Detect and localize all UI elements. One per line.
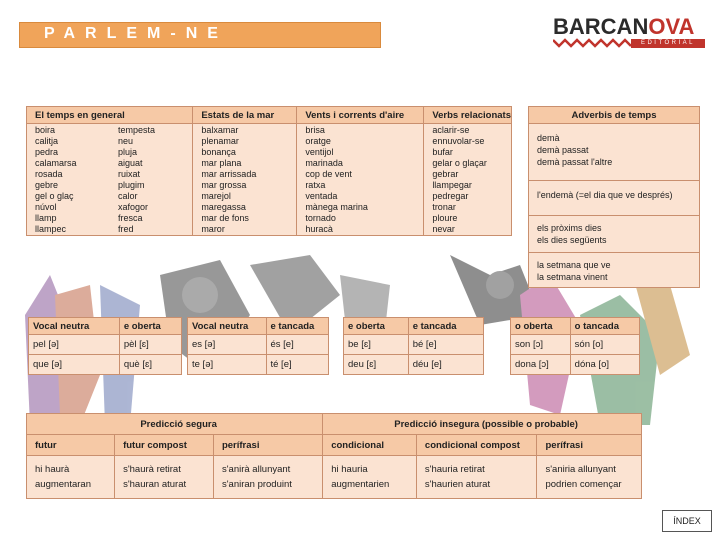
prediction-cell (323, 456, 417, 499)
vocab-word: llampegar (432, 180, 472, 190)
prediction-column-header: futur compost (115, 435, 214, 456)
table-header-row (27, 414, 642, 435)
vowel-column-header: o tancada (570, 318, 639, 335)
vocab-word: aiguat (118, 158, 143, 168)
table-row (27, 124, 512, 236)
banner-title: PARLEM-NE (44, 25, 228, 42)
vocab-word: bonança (201, 147, 236, 157)
word-list-sea-states (201, 125, 296, 235)
vocab-word: calor (118, 191, 138, 201)
vowel-table-open-closed-o (510, 317, 640, 375)
vowel-example: té [e] (266, 355, 329, 375)
adverb-item: demà (537, 133, 560, 143)
vocab-word: mar plana (201, 158, 242, 168)
vocab-word: ennuvolar-se (432, 136, 485, 146)
vowel-example: dona [ɔ] (511, 355, 571, 375)
vowel-column-header: e oberta (119, 318, 181, 335)
prediction-cell (115, 456, 214, 499)
vocab-word: pluja (118, 147, 138, 157)
vocab-word: marinada (305, 158, 343, 168)
prediction-example: s'hauran aturat (123, 479, 187, 490)
vocab-word: ventijol (305, 147, 334, 157)
vocab-word: plugim (118, 180, 145, 190)
vocab-word: cop de vent (305, 169, 352, 179)
adverb-item: la setmana vinent (537, 272, 608, 282)
vocab-word: mar de fons (201, 213, 249, 223)
vocab-word: pedregar (432, 191, 469, 201)
column-header: Estats de la mar (193, 107, 297, 124)
word-list-winds (305, 125, 423, 235)
vocab-word: ploure (432, 213, 458, 223)
prediction-column-header: perífrasi (537, 435, 642, 456)
word-list-general-a (35, 125, 110, 235)
table-row (529, 216, 700, 253)
vocab-word: mar arrissada (201, 169, 257, 179)
vocab-word: aclarir-se (432, 125, 470, 135)
vocab-word: neu (118, 136, 134, 146)
adverb-item: l'endemà (=el dia que ve després) (537, 190, 673, 200)
logo-wordmark (553, 14, 694, 40)
vowel-example: te [ə] (188, 355, 267, 375)
vocab-word: pedra (35, 147, 59, 157)
vowel-example: són [o] (570, 335, 639, 355)
vowel-example: dóna [o] (570, 355, 639, 375)
prediction-example: s'anirà allunyant (221, 464, 291, 475)
group-header: Predicció segura (27, 414, 323, 435)
vocab-word: bufar (432, 147, 453, 157)
title-banner (19, 22, 381, 48)
prediction-example: augmentaran (35, 479, 91, 490)
table-row (529, 124, 700, 181)
vocab-word: balxamar (201, 125, 239, 135)
logo-zigzag-icon (553, 38, 631, 48)
vocab-word: ventada (305, 191, 338, 201)
table-row (344, 335, 484, 355)
table-row (511, 335, 640, 355)
column-header: El temps en general (27, 107, 193, 124)
vowel-table-neutral-open-e (28, 317, 182, 375)
vowel-example: son [ɔ] (511, 335, 571, 355)
vowel-example: que [ə] (29, 355, 120, 375)
table-row (27, 456, 642, 499)
vowel-column-header: Vocal neutra (29, 318, 120, 335)
vocab-word: núvol (35, 202, 57, 212)
vocab-word: nevar (432, 224, 455, 234)
vocab-word: plenamar (201, 136, 239, 146)
prediction-column-header: condicional compost (416, 435, 537, 456)
vocab-word: tronar (432, 202, 456, 212)
vocab-word: mar grossa (201, 180, 247, 190)
weather-vocabulary-table (26, 106, 512, 236)
vocab-word: gel o glaç (35, 191, 74, 201)
prediction-column-header: perífrasi (213, 435, 322, 456)
prediction-example: podrien començar (545, 479, 622, 490)
vowel-table-neutral-closed-e (187, 317, 329, 375)
vocab-word: ruixat (118, 169, 141, 179)
vocab-word: llampec (35, 224, 67, 234)
vocab-word: gebre (35, 180, 59, 190)
vocab-word: gelar o glaçar (432, 158, 487, 168)
vowel-example: deu [ɛ] (344, 355, 409, 375)
prediction-example: augmentarien (331, 479, 390, 490)
prediction-example: hi hauria (331, 464, 368, 475)
vowel-example: és [e] (266, 335, 329, 355)
vocab-word: marejol (201, 191, 231, 201)
table-header-row (27, 435, 642, 456)
vowel-column-header: Vocal neutra (188, 318, 267, 335)
vocab-word: calamarsa (35, 158, 77, 168)
vocab-word: xafogor (118, 202, 149, 212)
vocab-word: llamp (35, 213, 57, 223)
vocab-word: rosada (35, 169, 63, 179)
vowel-example: bé [e] (408, 335, 483, 355)
prediction-cell (537, 456, 642, 499)
vowel-example: què [ɛ] (119, 355, 181, 375)
prediction-example: s'haurà retirat (123, 464, 181, 475)
table-row (188, 355, 329, 375)
logo-word-b: OVA (648, 14, 695, 39)
column-header: Vents i corrents d'aire (297, 107, 424, 124)
prediction-column-header: futur (27, 435, 115, 456)
vocab-word: maror (201, 224, 225, 234)
word-list-verbs (432, 125, 511, 235)
time-adverbs-table (528, 106, 700, 288)
prediction-column-header: condicional (323, 435, 417, 456)
vocab-word: maregassa (201, 202, 246, 212)
word-list-general-b (118, 125, 192, 235)
prediction-example: hi haurà (35, 464, 70, 475)
vocab-word: tornado (305, 213, 336, 223)
vocab-word: calitja (35, 136, 59, 146)
vowel-example: be [ɛ] (344, 335, 409, 355)
prediction-cell (27, 456, 115, 499)
table-row (344, 355, 484, 375)
column-header: Verbs relacionats (424, 107, 512, 124)
vowel-table-open-closed-e (343, 317, 484, 375)
vocab-word: brisa (305, 125, 325, 135)
vocab-word: fred (118, 224, 134, 234)
vowel-column-header: e oberta (344, 318, 409, 335)
vowel-column-header: e tancada (408, 318, 483, 335)
weather-prediction-table (26, 413, 642, 499)
vowel-column-header: o oberta (511, 318, 571, 335)
group-header: Predicció insegura (possible o probable) (323, 414, 642, 435)
table-row (511, 355, 640, 375)
logo-word-a: BARCAN (553, 14, 649, 39)
vowel-column-header: e tancada (266, 318, 329, 335)
vocab-word: fresca (118, 213, 143, 223)
vowel-example: déu [e] (408, 355, 483, 375)
barcanova-logo (551, 14, 705, 48)
table-header-row (27, 107, 512, 124)
prediction-example: s'aniria allunyant (545, 464, 616, 475)
index-button[interactable]: ÍNDEX (662, 510, 712, 532)
adverb-item: la setmana que ve (537, 260, 611, 270)
adverb-item: els pròxims dies (537, 223, 602, 233)
adverb-item: demà passat l'altre (537, 157, 613, 167)
table-row (529, 253, 700, 288)
vocab-word: gebrar (432, 169, 459, 179)
prediction-cell (416, 456, 537, 499)
prediction-example: s'haurien aturat (424, 479, 491, 490)
vowel-example: es [ə] (188, 335, 267, 355)
adverb-item: demà passat (537, 145, 589, 155)
vowel-example: pèl [ɛ] (119, 335, 181, 355)
vocab-word: huracà (305, 224, 333, 234)
table-row (529, 181, 700, 216)
table-row (188, 335, 329, 355)
vocab-word: ratxa (305, 180, 326, 190)
prediction-example: s'hauria retirat (424, 464, 485, 475)
vocab-word: boira (35, 125, 56, 135)
adverb-item: els dies següents (537, 235, 607, 245)
logo-subtitle: EDITORIAL (631, 39, 705, 48)
table-row (29, 335, 182, 355)
vowel-example: pel [ə] (29, 335, 120, 355)
vocab-word: mànega marina (305, 202, 368, 212)
prediction-example: s'aniran produint (221, 479, 292, 490)
vocab-word: oratge (305, 136, 331, 146)
prediction-cell (213, 456, 322, 499)
vocab-word: tempesta (118, 125, 156, 135)
table-row (29, 355, 182, 375)
adverbs-title: Adverbis de temps (529, 107, 700, 124)
